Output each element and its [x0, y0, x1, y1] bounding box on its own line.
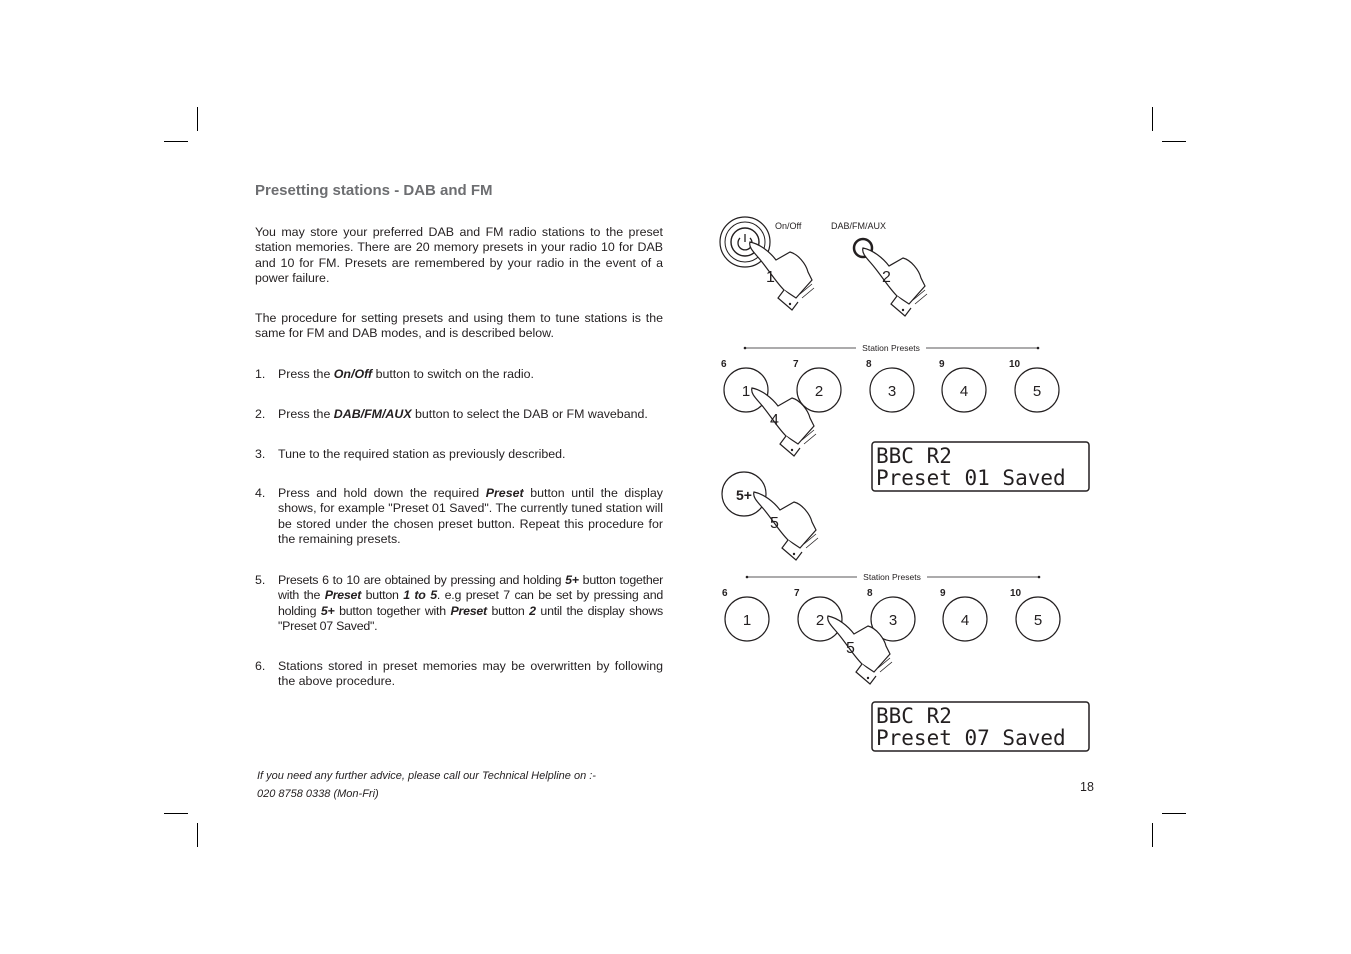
preset-button-label: 2 [814, 383, 824, 400]
preset-number-label: 9 [939, 359, 945, 370]
preset-number-label: 10 [1009, 359, 1021, 370]
lcd-line-1: BBC R2 [876, 444, 952, 468]
preset-button-label: 1 [741, 383, 751, 400]
preset-button-label: 2 [815, 612, 825, 629]
step-number: 2. [255, 407, 266, 421]
crop-mark [1152, 823, 1153, 847]
step-marker: 2 [882, 269, 891, 286]
lcd-line-2: Preset 07 Saved [876, 726, 1066, 750]
step-marker: 5 [770, 515, 779, 532]
intro-paragraph: The procedure for setting presets and using them to tune stations is the same for FM and DAB modes, and is described below. [255, 311, 663, 341]
station-presets-label: Station Presets [863, 572, 921, 582]
crop-mark [1152, 107, 1153, 131]
pointing-hand-icon [754, 492, 818, 560]
preset-button-label: 3 [888, 612, 898, 629]
page-number: 18 [1080, 780, 1094, 794]
five-plus-label: 5+ [736, 487, 752, 503]
step-number: 4. [255, 486, 266, 500]
preset-number-label: 10 [1010, 588, 1022, 599]
preset-button-label: 1 [742, 612, 752, 629]
preset-number-label: 7 [794, 588, 800, 599]
helpline-note: If you need any further advice, please call our Technical Helpline on :- [257, 770, 596, 782]
crop-mark [197, 823, 198, 847]
step-number: 5. [255, 573, 266, 587]
on-off-label: On/Off [775, 221, 802, 231]
step-text: Tune to the required station as previously described. [278, 447, 566, 461]
dab-fm-aux-label: DAB/FM/AUX [831, 221, 887, 231]
crop-mark [164, 141, 188, 142]
pointing-hand-icon [863, 248, 927, 316]
preset-number-label: 6 [721, 359, 727, 370]
preset-illustration [700, 200, 1100, 760]
preset-number-label: 8 [866, 359, 872, 370]
preset-button-label: 5 [1033, 612, 1043, 629]
crop-mark [164, 813, 188, 814]
station-presets-label: Station Presets [862, 343, 920, 353]
lcd-line-2: Preset 01 Saved [876, 466, 1066, 490]
station-presets-row-2 [722, 572, 1060, 641]
preset-button-label: 5 [1032, 383, 1042, 400]
crop-mark [197, 107, 198, 131]
preset-button-label: 4 [960, 612, 970, 629]
preset-number-label: 7 [793, 359, 799, 370]
step-marker: 5 [846, 640, 855, 657]
step-text: Stations stored in preset memories may be overwritten by following the above procedure. [278, 659, 663, 689]
page-title: Presetting stations - DAB and FM [255, 182, 493, 199]
helpline-phone: 020 8758 0338 (Mon-Fri) [257, 788, 379, 800]
pointing-hand-icon [750, 242, 814, 310]
step-text: Press the DAB/FM/AUX button to select the DAB or FM waveband. [278, 407, 648, 421]
step-text: Press and hold down the required Preset button until the display shows, for example "Preset 01 Saved". The currently tuned station will be stored under the chosen preset button. Repeat this procedure for the remaining presets. [278, 486, 664, 547]
crop-mark [1162, 141, 1186, 142]
preset-number-label: 6 [722, 588, 728, 599]
crop-mark [1162, 813, 1186, 814]
lcd-line-1: BBC R2 [876, 704, 952, 728]
step-number: 3. [255, 447, 266, 461]
step-number: 1. [255, 367, 266, 381]
step-text: Presets 6 to 10 are obtained by pressing and holding 5+ button together with the Preset button 1 to 5. e.g preset 7 can be set by pressing and holding 5+ button together with Preset button 2 until the display shows "Preset 07 Saved". [278, 573, 663, 634]
step-text: Press the On/Off button to switch on the radio. [278, 367, 534, 381]
step-marker: 4 [770, 412, 779, 429]
step-number: 6. [255, 659, 266, 673]
preset-number-label: 9 [940, 588, 946, 599]
preset-button-label: 4 [959, 383, 969, 400]
preset-number-label: 8 [867, 588, 873, 599]
intro-paragraph: You may store your preferred DAB and FM radio stations to the preset station memories. There are 20 memory presets in your radio 10 for DAB and 10 for FM. Presets are remembered by your radio in the event of a power failure. [255, 225, 663, 286]
step-marker: 1 [766, 269, 775, 286]
preset-button-label: 3 [887, 383, 897, 400]
